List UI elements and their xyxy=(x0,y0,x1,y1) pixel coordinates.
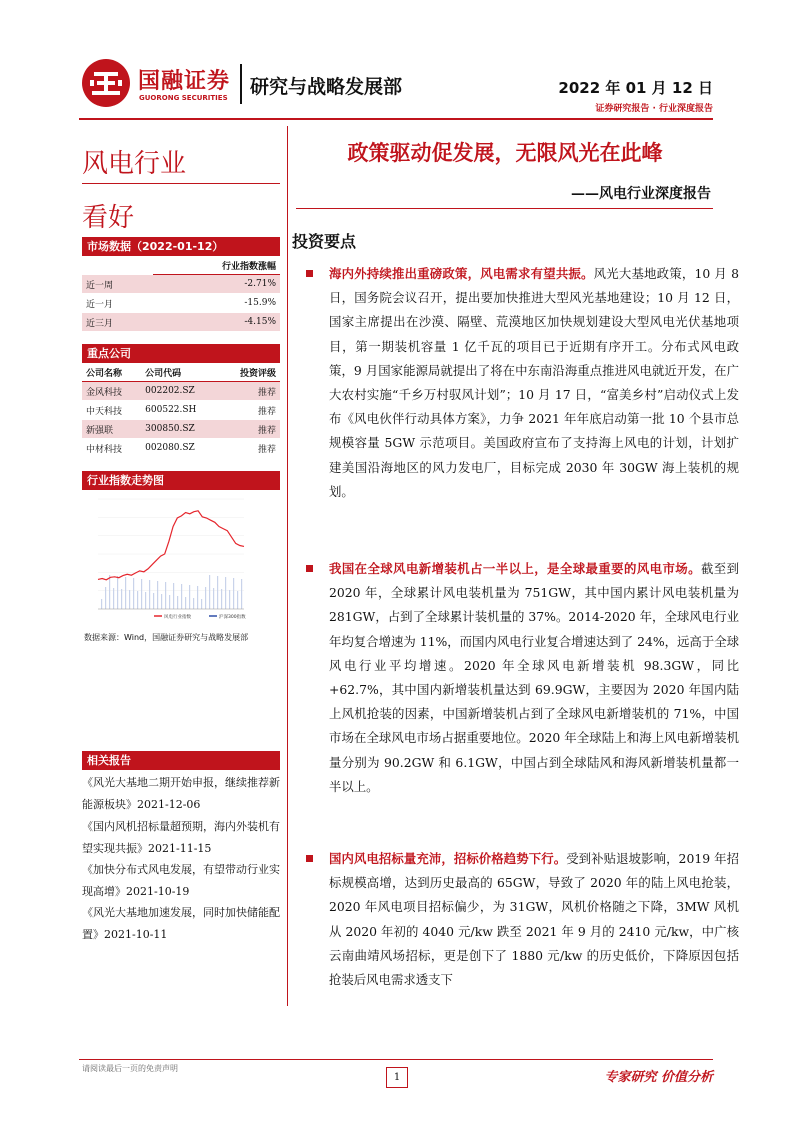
table-row: 近三月 -4.15% xyxy=(82,313,280,332)
legend-label: 风电行业指数 xyxy=(164,615,191,620)
chart-series-line xyxy=(98,511,244,580)
chart-volume-bar xyxy=(109,575,110,609)
department: 研究与战略发展部 xyxy=(250,76,403,98)
chart-volume-bar xyxy=(213,588,214,609)
chart-volume-bar xyxy=(113,588,114,609)
table-row: 近一周 -2.71% xyxy=(82,275,280,294)
chart-volume-bar xyxy=(197,586,198,609)
key-companies-table: 公司名称 公司代码 投资评级 金风科技 002202.SZ 推荐 中天科技 600522.SH 推荐 新强联 300850.SZ 推荐 中材科技 002080.SZ 推荐 xyxy=(82,363,280,458)
chart-volume-bar xyxy=(209,575,210,609)
chart-volume-bar xyxy=(241,579,242,609)
chart-volume-bar xyxy=(185,597,186,609)
report-type: 证券研究报告 · 行业深度报告 xyxy=(595,104,713,114)
chart-volume-bar xyxy=(201,599,202,609)
footer-rule xyxy=(79,1059,713,1060)
chart-volume-bar xyxy=(161,594,162,609)
header-rule xyxy=(79,118,713,120)
related-report-item[interactable]: 《国内风机招标量超预期，海内外装机有望实现共振》2021-11-15 xyxy=(82,820,280,855)
chart-volume-bar xyxy=(141,579,142,609)
chart-volume-bar xyxy=(145,592,146,609)
key-companies-header: 重点公司 xyxy=(82,344,280,363)
disclaimer-note[interactable]: 请阅读最后一页的免责声明 xyxy=(82,1064,178,1073)
key-point-paragraph: 我国在全球风电新增装机占一半以上，是全球最重要的风电市场。截至到 2020 年，全球累计风电装机量为 751GW，其中国内累计风电装机量为 281GW，占到了全球累计装机量的 37%。2014-2020 年，全球风电行业年均复合增速为 11%，而国内风电行业复合增速达到了 24%，远高于全球风电行业平均增速。2020 年全球风电新增装机 98.3GW，同比+62.7%，其中国内新增装机量达到 69.9GW，主要因为 2020 年国内陆上风机抢装的因素，中国新增装机占到了全球风电新增装机的 71%，中国市场在全球风电市场占据重要地位。2020 年全球陆上和海上风电新增装机量分别为 90.2GW 和 6.1GW，中国占到全球陆风和海风新增装机量都一半以上。 xyxy=(329,561,740,794)
related-report-item[interactable]: 《加快分布式风电发展，有望带动行业实现高增》2021-10-19 xyxy=(82,863,280,898)
table-row: 金风科技 002202.SZ 推荐 xyxy=(82,382,280,401)
market-data-header: 市场数据（2022-01-12） xyxy=(82,237,280,256)
report-title: 政策驱动促发展，无限风光在此峰 xyxy=(347,140,663,165)
chart-volume-bar xyxy=(193,598,194,609)
chart-volume-bar xyxy=(117,576,118,609)
chart-volume-bar xyxy=(133,578,134,609)
industry-rule xyxy=(82,183,280,184)
chart-volume-bar xyxy=(137,591,138,609)
chart-volume-bar xyxy=(121,589,122,609)
chart-volume-bar xyxy=(125,577,126,609)
footer-slogan: 专家研究 价值分析 xyxy=(604,1070,713,1085)
chart-volume-bar xyxy=(233,578,234,609)
header-separator xyxy=(240,64,242,104)
chart-volume-bar xyxy=(229,590,230,609)
industry-rating: 看好 xyxy=(82,203,135,233)
title-rule xyxy=(296,208,713,209)
chart-volume-bar xyxy=(149,580,150,609)
chart-volume-bar xyxy=(221,589,222,609)
related-report-item[interactable]: 《风光大基地加速发展，同时加快储能配置》2021-10-11 xyxy=(82,906,280,941)
chart-volume-bar xyxy=(189,585,190,609)
chart-volume-bar xyxy=(157,581,158,609)
chart-volume-bar xyxy=(205,587,206,609)
column-divider xyxy=(287,126,288,1006)
related-report-item[interactable]: 《风光大基地二期开始申报，继续推荐新能源板块》2021-12-06 xyxy=(82,776,280,811)
company-logo-icon xyxy=(82,59,130,107)
chart-volume-bar xyxy=(217,576,218,609)
index-chart-header: 行业指数走势图 xyxy=(82,471,280,490)
chart-volume-bar xyxy=(105,587,106,609)
chart-volume-bar xyxy=(225,577,226,609)
section-heading: 投资要点 xyxy=(292,232,357,251)
table-row: 中天科技 600522.SH 推荐 xyxy=(82,401,280,420)
company-name-en: GUORONG SECURITIES xyxy=(139,94,228,102)
chart-legend xyxy=(154,613,246,620)
related-reports-header: 相关报告 xyxy=(82,751,280,770)
market-col-header: 行业指数涨幅 xyxy=(153,256,280,275)
legend-label: 沪深300指数 xyxy=(219,615,246,620)
table-row: 中材科技 002080.SZ 推荐 xyxy=(82,439,280,458)
market-data-table xyxy=(82,256,280,332)
chart-volume-bar xyxy=(101,599,102,609)
industry-name: 风电行业 xyxy=(82,149,187,179)
report-subtitle: ——风电行业深度报告 xyxy=(571,186,711,202)
chart-volume-bar xyxy=(173,583,174,609)
chart-volume-bar xyxy=(153,593,154,609)
report-date: 2022 年 01 月 12 日 xyxy=(558,79,713,97)
chart-volume-bar xyxy=(165,582,166,609)
company-name: 国融证券 xyxy=(138,69,231,94)
index-chart xyxy=(84,491,280,621)
chart-source: 数据来源：Wind，国融证券研究与战略发展部 xyxy=(84,633,249,642)
key-point-paragraph: 国内风电招标量充沛，招标价格趋势下行。受到补贴退坡影响，2019 年招标规模高增，达到历史最高的 65GW，导致了 2020 年的陆上风电抢装，2020 年风电项目招标偏少，为 31GW，风机价格随之下降，3MW 风机从 2020 年初的 4040 元/kw 跌至 2021 年 9 月的 2410 元/kw，中广核云南曲靖风场招标，更是创下了 1880 元/kw 的历史低价，下降原因包括抢装后风电需求透支下 xyxy=(329,851,739,988)
chart-volume-bar xyxy=(237,591,238,609)
chart-volume-bar xyxy=(181,584,182,609)
chart-volume-bar xyxy=(169,595,170,609)
chart-volume-bar xyxy=(177,596,178,609)
page-number: 1 xyxy=(386,1067,408,1088)
table-row: 近一月 -15.9% xyxy=(82,294,280,313)
table-row: 新强联 300850.SZ 推荐 xyxy=(82,420,280,439)
chart-volume-bar xyxy=(129,590,130,609)
key-point-paragraph: 海内外持续推出重磅政策，风电需求有望共振。风光大基地政策，10 月 8 日，国务院会议召开，提出要加快推进大型风光基地建设；10 月 12 日，国家主席提出在沙漠、隔壁、荒漠地区加快规划建设大型风电光伏基地项目，第一期装机容量 1 亿千瓦的项目已于近期有序开工。分布式风电政策，9 月国家能源局就提出了将在中东南沿海重点推进风电就近开发，在广大农村实施“千乡万村驭风计划”；10 月 17 日，“富美乡村”启动仪式上发布《风电伙伴行动具体方案》，力争 2021 年年底启动第一批 10 个县市总规模容量 5GW 示范项目。美国政府宣布了支持海上风电的计划，计划扩建美国沿海地区的风力发电厂，目标完成 2030 年 30GW 海上装机的规划。 xyxy=(329,266,740,499)
